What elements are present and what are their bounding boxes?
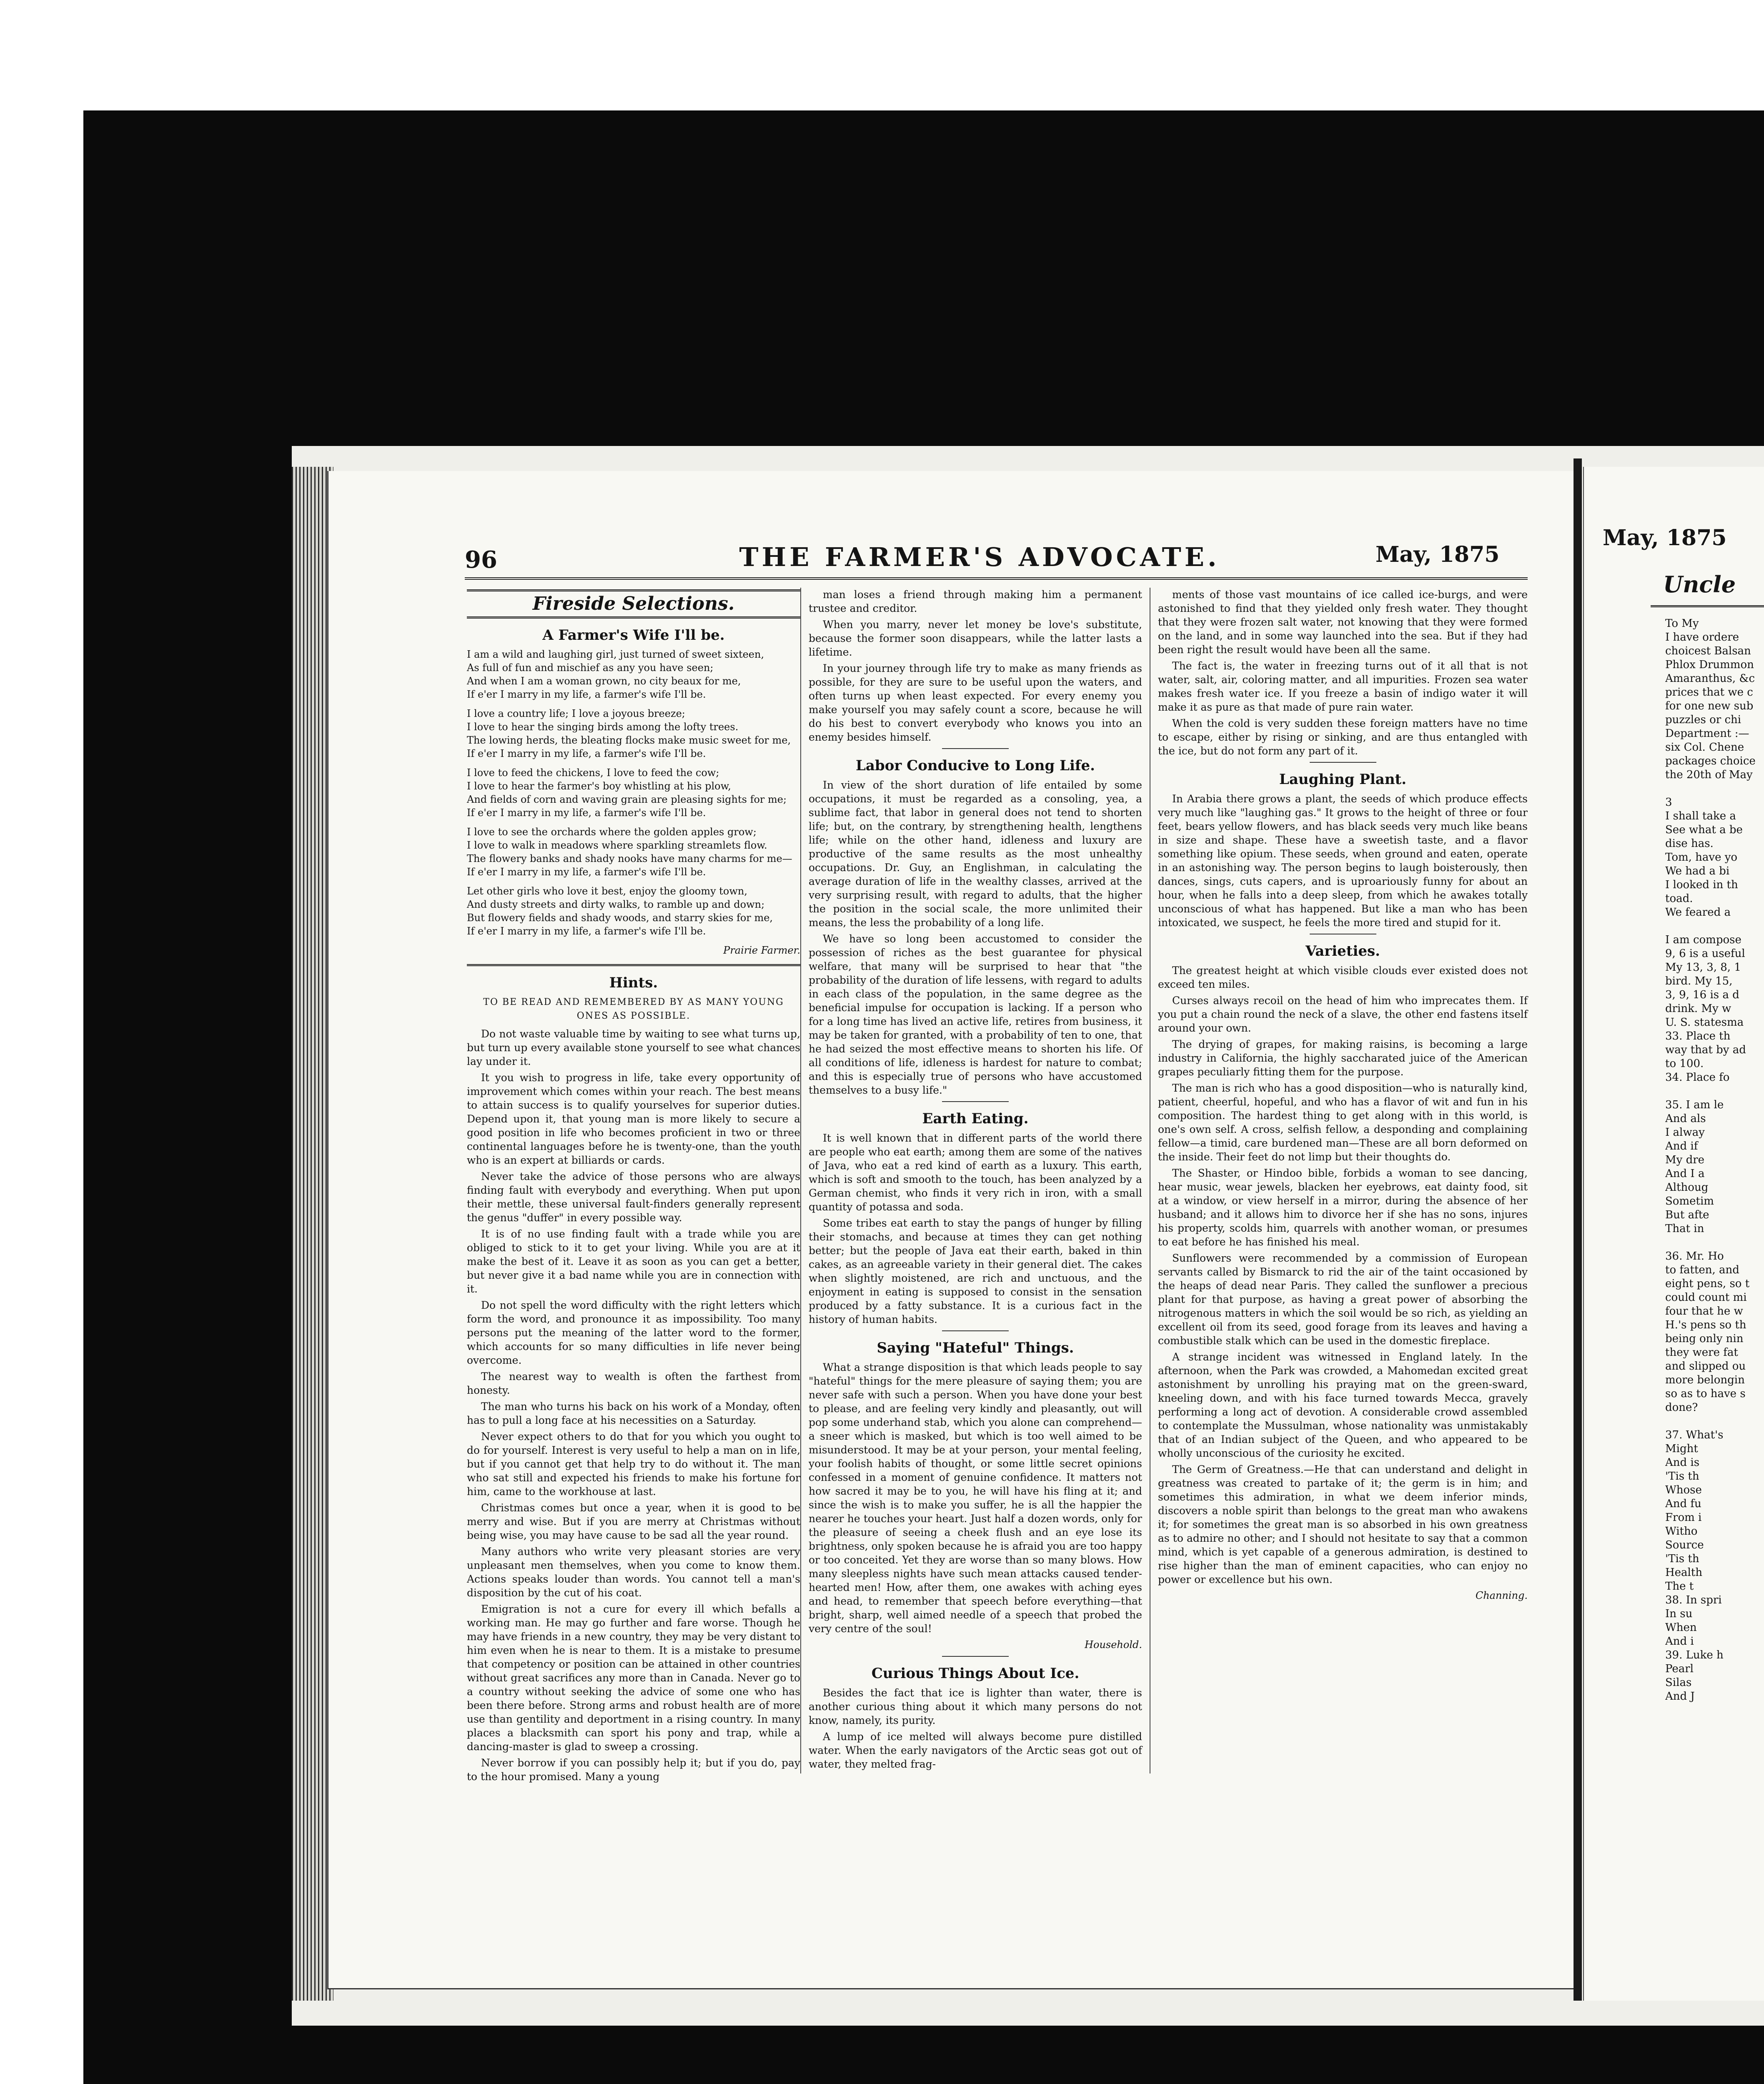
poem-line: And when I am a woman grown, no city beaux for me, xyxy=(467,675,741,687)
page-number: 96 xyxy=(465,546,497,574)
poem-stanza xyxy=(467,884,800,938)
next-page-line: 3 xyxy=(1665,796,1672,809)
next-page-line: 34. Place fo xyxy=(1665,1071,1730,1084)
next-page-line: being only nin xyxy=(1665,1333,1744,1345)
next-page-line: done? xyxy=(1665,1401,1698,1414)
hint-paragraph: It is of no use finding fault with a trade while you are obliged to stick to it to get your living. While you are at it make the best of it. Leave it as soon as you can get a better, but never give it a bad name while you are in connection with it. xyxy=(467,1228,800,1295)
poem-line: If e'er I marry in my life, a farmer's wife I'll be. xyxy=(467,807,706,819)
next-page-line: In su xyxy=(1665,1608,1693,1620)
next-page-line: drink. My w xyxy=(1665,1002,1731,1015)
next-page-line xyxy=(1665,1415,1764,1428)
hint-paragraph: It you wish to progress in life, take every opportunity of improvement which comes within your reach. The best means to attain success is to qualify yourselves for superior duties. Depend upon it, that young man is more likely to secure a good position in life who becomes proficient in two or three continental languages before he is twenty-one, than the youth who is an expert at billiards or cards. xyxy=(467,1072,800,1166)
next-page-line: Might xyxy=(1665,1443,1698,1455)
poem-title: A Farmer's Wife I'll be. xyxy=(542,627,725,644)
ice-body xyxy=(809,1686,1142,1771)
next-page-line: Amaranthus, &c xyxy=(1665,672,1755,685)
poem-line: I love to see the orchards where the golden apples grow; xyxy=(467,826,757,838)
paragraph: What a strange disposition is that which leads people to say "hateful" things for the mere pleasure of saying them; you are never safe with such a person. When you have done your best to please, and are feeling very kindly and pleasantly, out will pop some underhand stab, which you alone can comprehend—a sneer which is masked, but which is too well aimed to be misunderstood. It may be at your person, your mental feeling, your foolish habits of thought, or some little secret opinions confessed in a moment of genuine confidence. It matters not how sacred it may be to you, he will have his fling at it; and since the wish is to make you suffer, he is all the happier the nearer he touches your heart. Just half a dozen words, only for the pleasure of seeing a cheek flush and an eye lose its brightness, only spoken because he is afraid you are too happy or too conceited. Yet they are worse than so many blows. How many sleepless nights have such mean attacks caused tender-hearted men! How, after them, one awakes with aching eyes and head, to remember that speech before everything—that bright, sharp, well aimed needle of a speech that probed the very centre of the soul! xyxy=(809,1361,1142,1635)
next-page-line: And i xyxy=(1665,1635,1694,1648)
poem-line: But flowery fields and shady woods, and starry skies for me, xyxy=(467,912,773,924)
poem xyxy=(467,648,800,938)
poem-line: If e'er I marry in my life, a farmer's wife I'll be. xyxy=(467,689,706,700)
column-2 xyxy=(800,588,1150,1773)
next-page-line: choicest Balsan xyxy=(1665,645,1751,657)
poem-line: The lowing herds, the bleating flocks make music sweet for me, xyxy=(467,734,791,746)
divider xyxy=(942,1101,1009,1102)
next-page-line xyxy=(1665,1236,1764,1250)
next-page-date: May, 1875 xyxy=(1603,525,1727,551)
next-page-line: Tom, have yo xyxy=(1665,851,1738,864)
next-page-line: 36. Mr. Ho xyxy=(1665,1250,1724,1262)
next-page-line: four that he w xyxy=(1665,1305,1743,1318)
poem-stanza xyxy=(467,766,800,819)
varieties-title: Varieties. xyxy=(1305,943,1380,959)
next-page-line: That in xyxy=(1665,1222,1704,1235)
hints-subtitle: TO BE READ AND REMEMBERED BY AS MANY YOUNG ONES AS POSSIBLE. xyxy=(483,997,784,1021)
earth-title: Earth Eating. xyxy=(922,1110,1029,1127)
next-page-line: See what a be xyxy=(1665,824,1743,836)
labor-title: Labor Conducive to Long Life. xyxy=(856,757,1095,774)
paragraph: In your journey through life try to make as many friends as possible, for they are sure to be useful upon the waters, and often turns up when least expected. For every enemy you make yourself you may safely count a score, because he will do his best to convert everybody who knows you into an enemy besides himself. xyxy=(809,662,1142,743)
next-page-line: and slipped ou xyxy=(1665,1360,1746,1373)
next-page-line: 3, 9, 16 is a d xyxy=(1665,989,1739,1001)
next-page-line: From i xyxy=(1665,1511,1702,1524)
hateful-title: Saying "Hateful" Things. xyxy=(877,1340,1074,1356)
hint-paragraph: Emigration is not a cure for every ill which befalls a working man. He may go further and fare worse. Though he may have friends in a new country, they may be very distant to him even when he is near to them. It is a mistake to presume that competency or position can be attained in other countries without great sacrifices any more than in Canada. Never go to a country without seeking the advice of some one who has been there before. Strong arms and robust health are of more use than gentility and deportment in a rising country. In many places a blacksmith can sport his pony and trap, while a dancing-master is glad to sweep a crossing. xyxy=(467,1603,800,1753)
next-page-line: 38. In spri xyxy=(1665,1594,1722,1606)
poem-line: And fields of corn and waving grain are pleasing sights for me; xyxy=(467,794,787,805)
next-page-rule xyxy=(1651,605,1764,607)
next-page-line: to 100. xyxy=(1665,1057,1704,1070)
next-page-line: H.'s pens so th xyxy=(1665,1319,1746,1331)
laughing-title: Laughing Plant. xyxy=(1279,771,1407,788)
next-page-line: Althoug xyxy=(1665,1181,1709,1194)
variety-item: A strange incident was witnessed in England lately. In the afternoon, when the Park was crowded, a Mahomedan excited great astonishment by unrolling his praying mat on the green-sward, kneeling down, and with his face turned towards Mecca, gravely performing a long act of devotion. A considerable crowd assembled to contemplate the Mussulman, whose nationality was unmistakably that of an Indian subject of the Queen, and who appeared to be wholly unconscious of the curiosity he excited. xyxy=(1158,1351,1528,1459)
hint-paragraph: The man who turns his back on his work of a Monday, often has to pull a long face at his necessities on a Saturday. xyxy=(467,1400,800,1426)
next-page-heading: Uncle xyxy=(1663,571,1736,598)
next-page-line: could count mi xyxy=(1665,1291,1747,1304)
poem-line: And dusty streets and dirty walks, to ramble up and down; xyxy=(467,899,765,910)
issue-date: May, 1875 xyxy=(1376,542,1500,567)
next-page-line xyxy=(1665,919,1764,933)
poem-line: Let other girls who love it best, enjoy the gloomy town, xyxy=(467,885,748,897)
poem-line: I love to hear the farmer's boy whistling at his plow, xyxy=(467,780,731,792)
varieties-body xyxy=(1158,964,1528,1586)
hint-paragraph: Never expect others to do that for you which you ought to do for yourself. Interest is very useful to help a man on in life, but if you cannot get that help try to do without it. The man who sat still and expected his friends to make his fortune for him, came to the workhouse at last. xyxy=(467,1430,800,1498)
poem-line: I love a country life; I love a joyous breeze; xyxy=(467,708,685,719)
paragraph: Besides the fact that ice is lighter than water, there is another curious thing about it which many persons do not know, namely, its purity. xyxy=(809,1687,1142,1726)
next-page-line: 'Tis th xyxy=(1665,1470,1699,1483)
variety-item: Sunflowers were recommended by a commission of European servants called by Bismarck to rid the air of the taint occasioned by the heaps of dead near Paris. They called the sunflower a precious plant for that purpose, as having a great power of absorbing the nitrogenous matters in which the soil would be so rich, as yielding an excellent oil from its seed, good forage from its leaves and having a combustible stalk which can be used in the domestic fireplace. xyxy=(1158,1252,1528,1347)
next-page-line xyxy=(1665,782,1764,796)
next-page-line: I alway xyxy=(1665,1126,1705,1139)
next-page-line: more belongin xyxy=(1665,1374,1745,1386)
hint-paragraph: Never take the advice of those persons who are always finding fault with everybody and everything. When put upon their mettle, these universal fault-finders generally represent the genus "duffer" in every possible way. xyxy=(467,1170,800,1224)
next-page-line: And is xyxy=(1665,1456,1700,1469)
next-page-line: When xyxy=(1665,1621,1697,1634)
hint-paragraph: Many authors who write very pleasant stories are very unpleasant men themselves, when you come to know them. Actions speaks louder than words. You cannot tell a man's disposition by the cut of his coat. xyxy=(467,1545,800,1599)
next-page-line: six Col. Chene xyxy=(1665,741,1744,754)
poem-line: The flowery banks and shady nooks have many charms for me— xyxy=(467,853,792,864)
earth-body xyxy=(809,1131,1142,1326)
variety-item: The Germ of Greatness.—He that can understand and delight in greatness was created to partake of it; the germ is in him; and sometimes this admiration, in what we deem inferior minds, discovers a noble spirit than belongs to the great man who awakens it; for sometimes the great man is so absorbed in his own greatness as to admire no other; and I should not hesitate to say that a common mind, which is yet capable of a generous admiration, is destined to rise higher than the man of eminent capacities, who can enjoy no power or excellence but his own. xyxy=(1158,1463,1528,1586)
paragraph: In view of the short duration of life entailed by some occupations, it must be regarded as a consoling, yea, a sublime fact, that labor in general does not tend to shorten life; but, on the contrary, by strengthening health, lengthens life; while on the other hand, idleness and luxury are productive of the same results as the most unhealthy occupations. Dr. Guy, an Englishman, in calculating the average duration of life in the wealthy classes, arrived at the very surprising result, with regard to adults, that the higher the position in the social scale, the more unlimited their means, the less the probability of a long life. xyxy=(809,779,1142,929)
labor-body xyxy=(809,778,1142,1097)
next-page-line: 9, 6 is a useful xyxy=(1665,947,1745,960)
column-3 xyxy=(1150,588,1528,1606)
next-page-line: eight pens, so t xyxy=(1665,1277,1750,1290)
varieties-signature: Channing. xyxy=(1475,1590,1528,1601)
paragraph: In Arabia there grows a plant, the seeds of which produce effects very much like "laughing gas." It grows to the height of three or four feet, bears yellow flowers, and has black seeds very much like beans in size and shape. These have a sweetish taste, and a flavor something like opium. These seeds, when ground and eaten, operate in an astonishing way. The person begins to laugh boisterously, then dances, sings, cuts capers, and is uproariously funny for about an hour, when he falls into a deep sleep, from which he awakes totally unconscious of what has happened. But like a man who has been intoxicated, we suspect, he feels the more tired and stupid for it. xyxy=(1158,793,1528,929)
variety-item: The man is rich who has a good disposition—who is naturally kind, patient, cheerful, hopeful, and who has a flavor of wit and fun in his composition. The hardest thing to get along with in this world, is one's own self. A cross, selfish fellow, a desponding and complaining fellow—a timid, care burdened man—These are all born deformed on the inside. Their feet do not limp but their thoughts do. xyxy=(1158,1082,1528,1163)
hateful-signature: Household. xyxy=(1085,1639,1142,1651)
hint-paragraph: Do not waste valuable time by waiting to see what turns up, but turn up every available stone yourself to see what chances lay under it. xyxy=(467,1028,800,1067)
paragraph: Some tribes eat earth to stay the pangs of hunger by filling their stomachs, and because at times they can get nothing better; but the people of Java eat their earth, baked in thin cakes, as an agreeable variety in their general diet. The cakes when slightly moistened, are rich and unctuous, and the enjoyment in eating is supposed to consist in the sensation produced by a fatty substance. It is a curious fact in the history of human habits. xyxy=(809,1217,1142,1325)
next-page-line: I have ordere xyxy=(1665,631,1739,644)
next-page-line: they were fat xyxy=(1665,1346,1738,1359)
next-page-line: My 13, 3, 8, 1 xyxy=(1665,961,1741,974)
next-page-line: Department :— xyxy=(1665,727,1749,740)
next-page-line: Phlox Drummon xyxy=(1665,659,1754,671)
poem-line: As full of fun and mischief as any you have seen; xyxy=(467,662,714,674)
poem-line: I love to walk in meadows where sparkling streamlets flow. xyxy=(467,839,767,851)
next-page-line: Sometim xyxy=(1665,1195,1714,1207)
next-page-line: packages choice xyxy=(1665,755,1756,767)
next-page-line: But afte xyxy=(1665,1209,1709,1221)
book-gutter xyxy=(1574,458,1582,2001)
divider xyxy=(1310,762,1376,763)
ice-continued xyxy=(1158,588,1528,758)
next-page-line: toad. xyxy=(1665,892,1693,905)
next-page-line: Witho xyxy=(1665,1525,1698,1538)
next-page-line: The t xyxy=(1665,1580,1694,1593)
next-page-line: dise has. xyxy=(1665,837,1714,850)
hint-paragraph: Christmas comes but once a year, when it is good to be merry and wise. But if you are merry at Christmas without being wise, you may have cause to be sad all the year round. xyxy=(467,1502,800,1541)
next-page-line: prices that we c xyxy=(1665,686,1753,699)
header-rule xyxy=(465,577,1528,580)
variety-item: The greatest height at which visible clouds ever existed does not exceed ten miles. xyxy=(1158,964,1528,990)
next-page-line: so as to have s xyxy=(1665,1388,1746,1400)
hints-title: Hints. xyxy=(609,974,658,991)
paragraph: ments of those vast mountains of ice called ice-burgs, and were astonished to find that they yielded only fresh water. They thought that they were frozen salt water, not knowing that they were formed on the land, and in some way launched into the sea. But if they had been right the result would have been all the same. xyxy=(1158,589,1528,656)
next-page-line: And fu xyxy=(1665,1498,1701,1510)
next-page-line: 39. Luke h xyxy=(1665,1649,1724,1661)
ice-title: Curious Things About Ice. xyxy=(871,1665,1080,1682)
next-page-line xyxy=(1665,1085,1764,1098)
next-page-line: Whose xyxy=(1665,1484,1702,1496)
next-page-line: I looked in th xyxy=(1665,879,1738,891)
poem-line: If e'er I marry in my life, a farmer's wife I'll be. xyxy=(467,925,706,937)
divider xyxy=(942,748,1009,749)
next-page-line: puzzles or chi xyxy=(1665,714,1741,726)
next-page-line: U. S. statesma xyxy=(1665,1016,1744,1029)
next-page-line: Silas xyxy=(1665,1676,1692,1689)
next-page-line: Pearl xyxy=(1665,1663,1694,1675)
divider xyxy=(942,1330,1009,1331)
next-page-line: We had a bi xyxy=(1665,865,1730,877)
next-page-line: And if xyxy=(1665,1140,1698,1152)
hint-paragraph: The nearest way to wealth is often the farthest from honesty. xyxy=(467,1370,800,1396)
next-page-line: 37. What's xyxy=(1665,1429,1724,1441)
paragraph: It is well known that in different parts of the world there are people who eat earth; among them are some of the natives of Java, who eat a red kind of earth as a luxury. This earth, which is soft and smooth to the touch, has been analyzed by a German chemist, who finds it very rich in iron, with a small quantity of potassa and soda. xyxy=(809,1132,1142,1213)
next-page-line: We feared a xyxy=(1665,906,1731,919)
hints-body xyxy=(467,1027,800,1783)
poem-signature: Prairie Farmer. xyxy=(723,944,800,956)
masthead: THE FARMER'S ADVOCATE. xyxy=(739,542,1220,572)
variety-item: Curses always recoil on the head of him who imprecates them. If you put a chain round the neck of a slave, the other end fastens itself around your own. xyxy=(1158,994,1528,1034)
next-page-line: I shall take a xyxy=(1665,810,1736,822)
next-page-line: way that by ad xyxy=(1665,1044,1746,1056)
next-page-line: 'Tis th xyxy=(1665,1553,1699,1565)
next-page-line: And J xyxy=(1665,1690,1695,1703)
hints-continued xyxy=(809,588,1142,744)
poem-line: If e'er I marry in my life, a farmer's wife I'll be. xyxy=(467,866,706,878)
next-page-line: To My xyxy=(1665,617,1699,630)
variety-item: The Shaster, or Hindoo bible, forbids a woman to see dancing, hear music, wear jewels, blacken her eyebrows, eat dainty food, sit at a window, or view herself in a mirror, during the absence of her husband; and it allows him to divorce her if she has no sons, injures his property, scolds him, quarrels with another woman, or presumes to eat before he has finished his meal. xyxy=(1158,1167,1528,1248)
paragraph: A lump of ice melted will always become pure distilled water. When the early navigators of the Arctic seas got out of water, they melted frag- xyxy=(809,1731,1142,1770)
next-page-line: My dre xyxy=(1665,1154,1705,1166)
next-page-line: And I a xyxy=(1665,1167,1705,1180)
next-page-line: Source xyxy=(1665,1539,1704,1551)
paragraph: man loses a friend through making him a permanent trustee and creditor. xyxy=(809,589,1142,614)
section-banner: Fireside Selections. xyxy=(467,589,800,619)
next-page-line: I am compose xyxy=(1665,934,1741,946)
divider xyxy=(942,1656,1009,1657)
variety-item: The drying of grapes, for making raisins, is becoming a large industry in California, the highly saccharated juice of the American grapes peculiarly fitting them for the purpose. xyxy=(1158,1038,1528,1078)
poem-line: If e'er I marry in my life, a farmer's wife I'll be. xyxy=(467,748,706,759)
paragraph: We have so long been accustomed to consider the possession of riches as the best guarantee for physical welfare, that many will be surprised to hear that "the probability of the duration of life lessens, with regard to adults in each class of the population, in the same degree as the beneficial impulse for occupation is lacking. If a person who for a long time has lived an active life, retires from business, it may be taken for granted, with a probability of ten to one, that he had seized the most effective means to shorten his life. Of all conditions of life, idleness is hardest for nature to combat; and this is especially true of persons who have accustomed themselves to a busy life." xyxy=(809,933,1142,1096)
poem-stanza xyxy=(467,648,800,701)
poem-stanza xyxy=(467,825,800,879)
paragraph: The fact is, the water in freezing turns out of it all that is not water, salt, air, coloring matter, and all impurities. Frozen sea water makes fresh water ice. If you freeze a basin of indigo water it will make it as pure as that made of pure rain water. xyxy=(1158,660,1528,713)
paragraph: When the cold is very sudden these foreign matters have no time to escape, either by rising or sinking, and are thus entangled with the ice, but do not form any part of it. xyxy=(1158,717,1528,757)
next-page-line: bird. My 15, xyxy=(1665,975,1733,987)
section-divider xyxy=(467,964,800,966)
poem-line: I love to hear the singing birds among the lofty trees. xyxy=(467,721,739,733)
next-page-line: for one new sub xyxy=(1665,700,1754,712)
column-1 xyxy=(467,588,800,1786)
next-page-line: And als xyxy=(1665,1112,1706,1125)
poem-line: I am a wild and laughing girl, just turned of sweet sixteen, xyxy=(467,649,764,660)
next-page-line: Health xyxy=(1665,1566,1703,1579)
next-page-line: 33. Place th xyxy=(1665,1030,1731,1042)
hateful-body xyxy=(809,1360,1142,1636)
next-page-line: the 20th of May xyxy=(1665,769,1753,781)
laughing-body xyxy=(1158,792,1528,929)
poem-stanza xyxy=(467,707,800,760)
next-page-line: 35. I am le xyxy=(1665,1099,1724,1111)
hint-paragraph: Do not spell the word difficulty with the right letters which form the word, and pronounce it as impossibility. Too many persons put the meaning of the latter word to the former, which accounts for so many difficulties in life never being overcome. xyxy=(467,1299,800,1366)
poem-line: I love to feed the chickens, I love to feed the cow; xyxy=(467,767,719,779)
next-page-line: to fatten, and xyxy=(1665,1264,1739,1276)
paragraph: When you marry, never let money be love's substitute, because the former soon disappears, while the latter lasts a lifetime. xyxy=(809,619,1142,658)
hint-paragraph: Never borrow if you can possibly help it; but if you do, pay to the hour promised. Many a young xyxy=(467,1757,800,1783)
next-page-text xyxy=(1665,617,1764,1703)
